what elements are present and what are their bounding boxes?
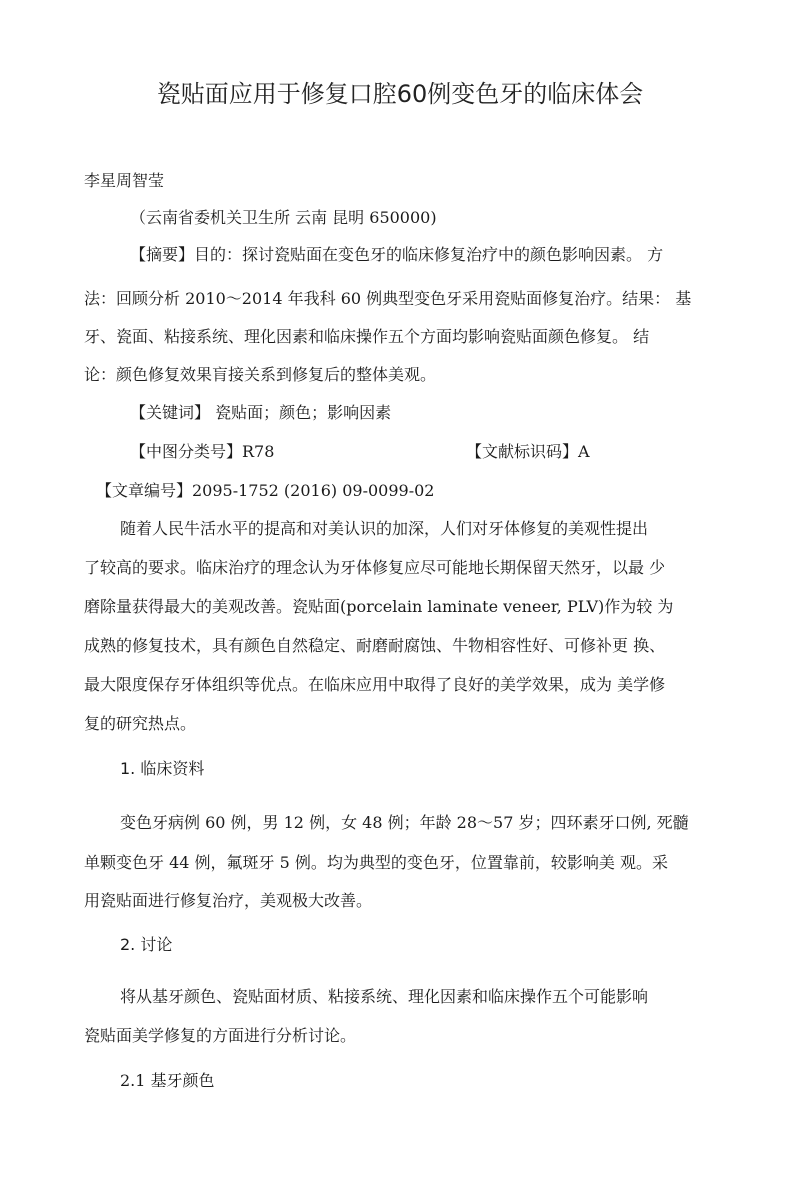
authors: 李星周智莹 <box>84 171 165 190</box>
intro-line: 磨除量获得最大的美观改善。瓷贴面(porcelain laminate veneer, PLV)作为较 为 <box>84 597 674 616</box>
intro-line: 成熟的修复技术，具有颜色自然稳定、耐磨耐腐蚀、牛物相容性好、可修补更 换、 <box>84 636 666 655</box>
clc-number: 【中图分类号】R78 <box>130 442 275 461</box>
keywords: 【关键词】 瓷贴面；颜色；影响因素 <box>130 403 392 422</box>
section1-line: 变色牙病例 60 例，男 12 例，女 48 例；年龄 28～57 岁；四环素牙口例, 死髓 <box>120 813 689 832</box>
abstract-line: 论：颜色修复效果肓接关系到修复后的整体美观。 <box>84 365 437 384</box>
article-number: 【文章编号】2095-1752 (2016) 09-0099-02 <box>96 481 435 500</box>
intro-line: 了较高的要求。临床治疗的理念认为牙体修复应尽可能地长期保留天然牙，以最 少 <box>84 558 666 577</box>
abstract-line: 【摘要】目的：探讨瓷贴面在变色牙的临床修复治疗中的颜色影响因素。 方 <box>130 245 664 264</box>
document-title: 瓷贴面应用于修复口腔60例变色牙的临床体会 <box>156 80 644 108</box>
document-code: 【文献标识码】A <box>466 442 590 461</box>
section1-line: 单颗变色牙 44 例，氟斑牙 5 例。均为典型的变色牙，位置靠前，较影响美 观。采 <box>84 853 668 872</box>
affiliation: （云南省委机关卫生所 云南 昆明 650000) <box>130 208 437 227</box>
intro-line: 随着人民牛活水平的提高和对美认识的加深，人们对牙体修复的美观性提出 <box>120 519 649 538</box>
abstract-line: 牙、瓷面、粘接系统、理化因素和临床操作五个方面均影响瓷贴面颜色修复。 结 <box>84 327 650 346</box>
intro-line: 最大限度保存牙体组织等优点。在临床应用中取得了良好的美学效果，成为 美学修 <box>84 675 666 694</box>
intro-line: 复的研究热点。 <box>84 714 197 733</box>
section1-line: 用瓷贴面进行修复治疗，美观极大改善。 <box>84 891 373 910</box>
section2-line: 瓷贴面美学修复的方面进行分析讨论。 <box>84 1026 357 1045</box>
subsection-heading: 2.1 基牙颜色 <box>120 1071 215 1090</box>
section-heading: 1. 临床资料 <box>120 759 205 778</box>
section2-line: 将从基牙颜色、瓷贴面材质、粘接系统、理化因素和临床操作五个可能影响 <box>120 987 649 1006</box>
abstract-line: 法：回顾分析 2010～2014 年我科 60 例典型变色牙采用瓷贴面修复治疗。结果： 基 <box>84 289 692 308</box>
section-heading: 2. 讨论 <box>120 935 173 954</box>
